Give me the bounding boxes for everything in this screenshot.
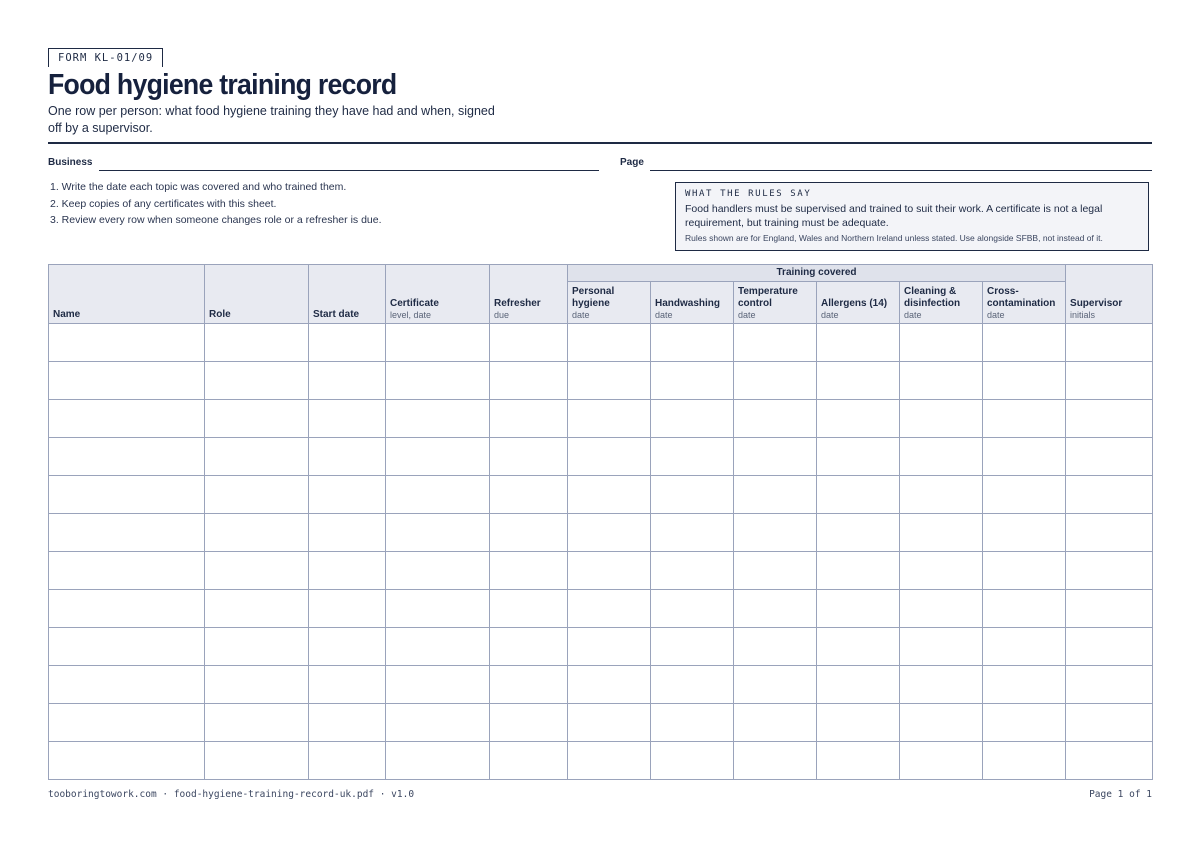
table-cell[interactable]	[983, 552, 1066, 590]
column-hint: date	[655, 310, 673, 320]
table-cell[interactable]	[49, 552, 205, 590]
table-row	[49, 514, 1153, 552]
table-cell[interactable]	[1066, 666, 1153, 704]
table-cell[interactable]	[1066, 628, 1153, 666]
table-cell[interactable]	[983, 628, 1066, 666]
table-row	[49, 552, 1153, 590]
table-cell[interactable]	[1066, 438, 1153, 476]
table-cell[interactable]	[205, 552, 309, 590]
table-cell[interactable]	[309, 438, 386, 476]
table-cell[interactable]	[490, 590, 568, 628]
table-cell[interactable]	[49, 362, 205, 400]
table-cell[interactable]	[386, 324, 490, 362]
table-cell[interactable]	[900, 362, 983, 400]
table-cell[interactable]	[205, 400, 309, 438]
column-header-supervisor: Supervisor initials	[1066, 265, 1153, 324]
business-field[interactable]	[99, 170, 599, 171]
table-cell[interactable]	[309, 704, 386, 742]
table-cell[interactable]	[983, 514, 1066, 552]
table-cell[interactable]	[205, 628, 309, 666]
table-cell[interactable]	[568, 590, 651, 628]
instruction-item: 3. Review every row when someone changes role or a refresher is due.	[50, 214, 382, 226]
table-cell[interactable]	[49, 476, 205, 514]
column-header-handwashing: Handwashing date	[651, 282, 734, 324]
table-cell[interactable]	[49, 628, 205, 666]
table-cell[interactable]	[386, 514, 490, 552]
table-cell[interactable]	[568, 628, 651, 666]
table-cell[interactable]	[205, 514, 309, 552]
table-row	[49, 438, 1153, 476]
table-row	[49, 666, 1153, 704]
table-cell[interactable]	[490, 400, 568, 438]
table-cell[interactable]	[734, 666, 817, 704]
table-cell[interactable]	[568, 666, 651, 704]
column-header-role: Role	[205, 265, 309, 324]
table-cell[interactable]	[983, 666, 1066, 704]
table-cell[interactable]	[490, 742, 568, 780]
table-row	[49, 628, 1153, 666]
rules-callout	[675, 182, 1149, 251]
column-header-cleaning: Cleaning & disinfection date	[900, 282, 983, 324]
table-cell[interactable]	[651, 438, 734, 476]
training-table	[48, 264, 1153, 780]
table-cell[interactable]	[309, 666, 386, 704]
form-page	[48, 48, 1152, 800]
table-cell[interactable]	[490, 438, 568, 476]
table-cell[interactable]	[309, 400, 386, 438]
table-cell[interactable]	[651, 362, 734, 400]
table-cell[interactable]	[734, 628, 817, 666]
table-body	[49, 324, 1153, 780]
rules-note: Rules shown are for England, Wales and Northern Ireland unless stated. Use alongside SFBB, not instead of it.	[685, 233, 1103, 243]
table-cell[interactable]	[1066, 400, 1153, 438]
page-field[interactable]	[650, 170, 1152, 171]
table-cell[interactable]	[490, 476, 568, 514]
table-cell[interactable]	[900, 666, 983, 704]
table-row	[49, 742, 1153, 780]
column-hint: date	[821, 310, 839, 320]
business-label: Business	[48, 157, 93, 168]
table-cell[interactable]	[309, 476, 386, 514]
table-cell[interactable]	[490, 324, 568, 362]
table-cell[interactable]	[900, 590, 983, 628]
rules-heading: WHAT THE RULES SAY	[685, 189, 812, 199]
table-cell[interactable]	[49, 590, 205, 628]
table-row	[49, 400, 1153, 438]
table-row	[49, 362, 1153, 400]
column-header-refresher: Refresher due	[490, 265, 568, 324]
table-cell[interactable]	[490, 704, 568, 742]
table-cell[interactable]	[309, 552, 386, 590]
table-cell[interactable]	[817, 362, 900, 400]
table-cell[interactable]	[651, 590, 734, 628]
table-cell[interactable]	[1066, 590, 1153, 628]
table-cell[interactable]	[1066, 514, 1153, 552]
table-cell[interactable]	[309, 742, 386, 780]
page-title: Food hygiene training record	[48, 69, 397, 101]
table-cell[interactable]	[817, 400, 900, 438]
page-footer	[48, 789, 1152, 800]
table-cell[interactable]	[309, 590, 386, 628]
table-cell[interactable]	[568, 324, 651, 362]
table-cell[interactable]	[734, 476, 817, 514]
table-cell[interactable]	[205, 438, 309, 476]
table-cell[interactable]	[734, 324, 817, 362]
table-row	[49, 476, 1153, 514]
table-cell[interactable]	[651, 400, 734, 438]
table-cell[interactable]	[817, 628, 900, 666]
instruction-item: 1. Write the date each topic was covered and who trained them.	[50, 181, 347, 193]
table-cell[interactable]	[817, 438, 900, 476]
table-cell[interactable]	[309, 628, 386, 666]
table-cell[interactable]	[386, 590, 490, 628]
table-cell[interactable]	[49, 742, 205, 780]
table-cell[interactable]	[651, 666, 734, 704]
table-cell[interactable]	[900, 324, 983, 362]
table-cell[interactable]	[309, 324, 386, 362]
table-cell[interactable]	[900, 476, 983, 514]
table-cell[interactable]	[734, 362, 817, 400]
table-cell[interactable]	[205, 590, 309, 628]
table-cell[interactable]	[1066, 704, 1153, 742]
table-cell[interactable]	[49, 514, 205, 552]
instruction-item: 2. Keep copies of any certificates with this sheet.	[50, 197, 277, 210]
table-cell[interactable]	[734, 514, 817, 552]
column-header-temperature-control: Temperature control date	[734, 282, 817, 324]
table-cell[interactable]	[734, 742, 817, 780]
table-cell[interactable]	[386, 476, 490, 514]
instructions-list	[50, 179, 382, 229]
table-cell[interactable]	[734, 552, 817, 590]
table-cell[interactable]	[817, 742, 900, 780]
table-cell[interactable]	[568, 742, 651, 780]
table-cell[interactable]	[817, 514, 900, 552]
column-hint: due	[494, 310, 510, 320]
table-cell[interactable]	[568, 514, 651, 552]
table-cell[interactable]	[205, 666, 309, 704]
table-cell[interactable]	[817, 552, 900, 590]
table-cell[interactable]	[386, 666, 490, 704]
table-cell[interactable]	[386, 704, 490, 742]
table-cell[interactable]	[983, 438, 1066, 476]
table-cell[interactable]	[900, 514, 983, 552]
table-cell[interactable]	[490, 514, 568, 552]
column-header-allergens: Allergens (14) date	[817, 282, 900, 324]
column-hint: date	[572, 310, 590, 320]
table-cell[interactable]	[983, 476, 1066, 514]
column-hint: level, date	[390, 310, 432, 320]
column-header-certificate: Certificate level, date	[386, 265, 490, 324]
table-cell[interactable]	[386, 552, 490, 590]
column-header-cross-contamination: Cross-contamination date	[983, 282, 1066, 324]
table-cell[interactable]	[490, 552, 568, 590]
table-cell[interactable]	[205, 362, 309, 400]
table-row	[49, 590, 1153, 628]
column-header-name: Name	[49, 265, 205, 324]
table-cell[interactable]	[983, 590, 1066, 628]
table-cell[interactable]	[568, 400, 651, 438]
table-cell[interactable]	[490, 628, 568, 666]
training-covered-group-header: Training covered	[568, 265, 1066, 282]
header-divider	[48, 142, 1152, 144]
table-cell[interactable]	[490, 362, 568, 400]
table-cell[interactable]	[651, 704, 734, 742]
table-cell[interactable]	[817, 704, 900, 742]
table-cell[interactable]	[568, 438, 651, 476]
table-cell[interactable]	[734, 590, 817, 628]
table-cell[interactable]	[386, 438, 490, 476]
table-cell[interactable]	[651, 742, 734, 780]
table-cell[interactable]	[386, 628, 490, 666]
table-cell[interactable]	[900, 400, 983, 438]
table-cell[interactable]	[900, 552, 983, 590]
table-cell[interactable]	[1066, 742, 1153, 780]
table-cell[interactable]	[49, 400, 205, 438]
table-cell[interactable]	[817, 590, 900, 628]
table-cell[interactable]	[651, 324, 734, 362]
column-hint: initials	[1070, 310, 1096, 320]
table-cell[interactable]	[1066, 476, 1153, 514]
table-cell[interactable]	[817, 666, 900, 704]
table-cell[interactable]	[900, 628, 983, 666]
rules-body: Food handlers must be supervised and trained to suit their work. A certificate is not a legal requirement, but training must be adequate.	[685, 203, 1103, 229]
table-cell[interactable]	[386, 742, 490, 780]
page-label: Page	[620, 157, 644, 168]
table-cell[interactable]	[386, 362, 490, 400]
column-header-start-date: Start date	[309, 265, 386, 324]
table-cell[interactable]	[900, 438, 983, 476]
table-cell[interactable]	[205, 742, 309, 780]
column-hint: date	[738, 310, 756, 320]
table-cell[interactable]	[1066, 324, 1153, 362]
table-cell[interactable]	[651, 514, 734, 552]
table-cell[interactable]	[817, 324, 900, 362]
table-cell[interactable]	[734, 400, 817, 438]
table-cell[interactable]	[205, 476, 309, 514]
table-cell[interactable]	[817, 476, 900, 514]
table-cell[interactable]	[205, 324, 309, 362]
table-row	[49, 704, 1153, 742]
table-cell[interactable]	[1066, 362, 1153, 400]
table-cell[interactable]	[309, 362, 386, 400]
table-cell[interactable]	[309, 514, 386, 552]
form-fields	[48, 157, 1152, 173]
table-cell[interactable]	[568, 704, 651, 742]
table-cell[interactable]	[568, 476, 651, 514]
column-hint: date	[987, 310, 1005, 320]
table-cell[interactable]	[651, 628, 734, 666]
footer-source: tooboringtowork.com · food-hygiene-training-record-uk.pdf · v1.0	[48, 789, 415, 800]
table-cell[interactable]	[49, 324, 205, 362]
table-cell[interactable]	[983, 324, 1066, 362]
table-cell[interactable]	[900, 704, 983, 742]
form-code-tag: FORM KL-01/09	[48, 48, 163, 67]
table-cell[interactable]	[900, 742, 983, 780]
table-cell[interactable]	[49, 438, 205, 476]
table-cell[interactable]	[734, 438, 817, 476]
table-cell[interactable]	[386, 400, 490, 438]
table-cell[interactable]	[490, 666, 568, 704]
table-cell[interactable]	[651, 476, 734, 514]
table-cell[interactable]	[651, 552, 734, 590]
column-hint: date	[904, 310, 922, 320]
page-subtitle: One row per person: what food hygiene training they have had and when, signed off by a supervisor.	[48, 104, 495, 135]
footer-page-number: Page 1 of 1	[1089, 789, 1152, 800]
table-cell[interactable]	[205, 704, 309, 742]
table-cell[interactable]	[983, 704, 1066, 742]
table-row	[49, 324, 1153, 362]
table-cell[interactable]	[983, 742, 1066, 780]
table-cell[interactable]	[49, 704, 205, 742]
table-cell[interactable]	[568, 362, 651, 400]
column-header-personal-hygiene: Personal hygiene date	[568, 282, 651, 324]
table-cell[interactable]	[983, 362, 1066, 400]
table-cell[interactable]	[1066, 552, 1153, 590]
table-cell[interactable]	[49, 666, 205, 704]
table-cell[interactable]	[568, 552, 651, 590]
table-cell[interactable]	[983, 400, 1066, 438]
table-cell[interactable]	[734, 704, 817, 742]
